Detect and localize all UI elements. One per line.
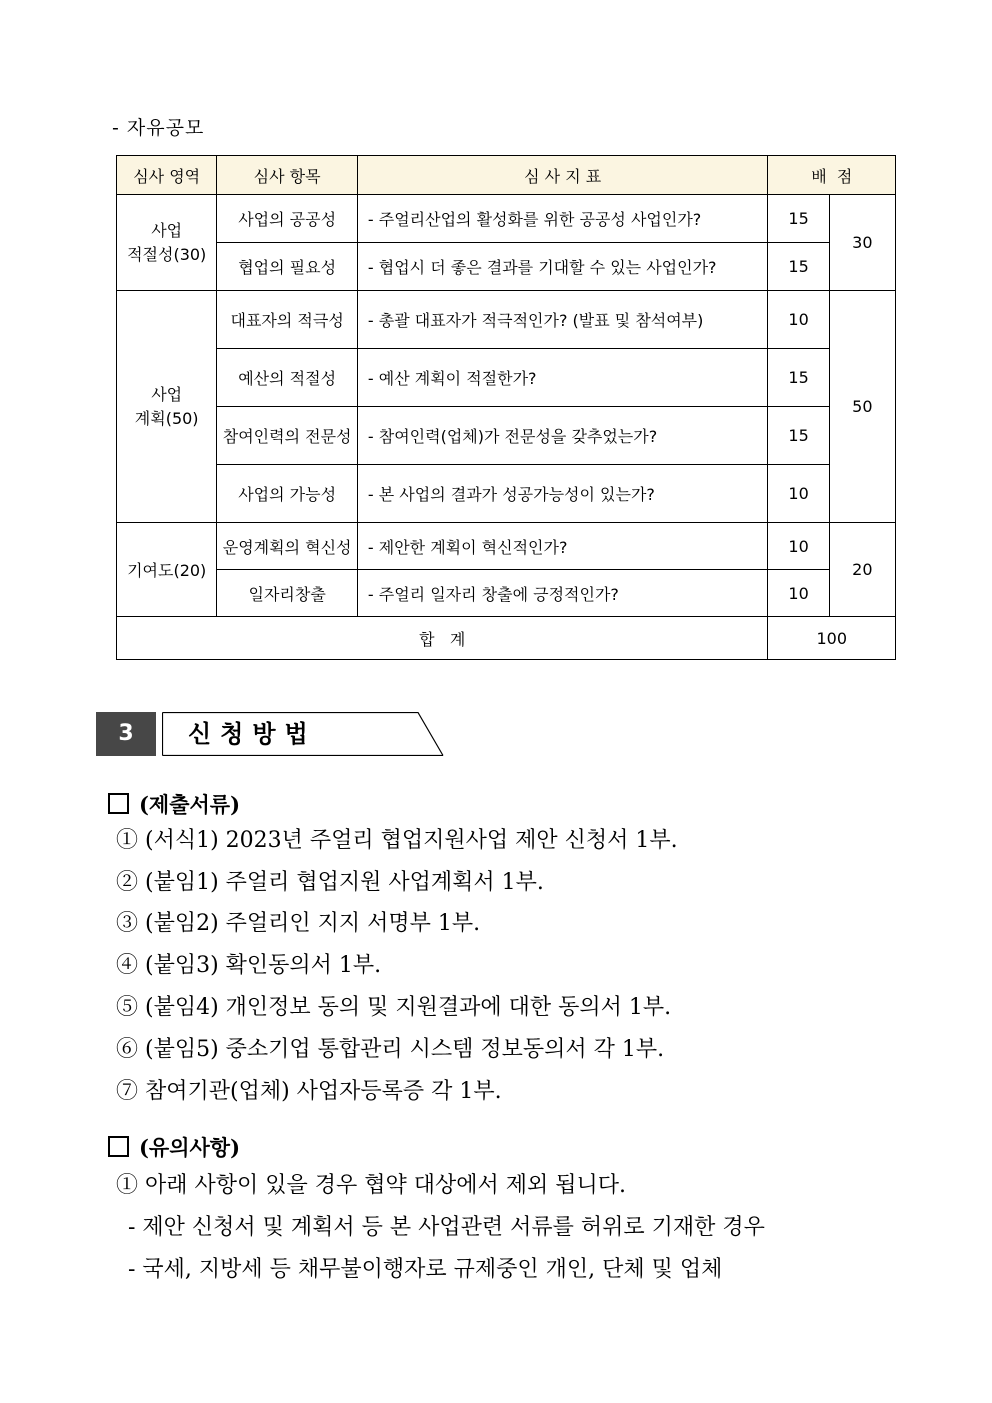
item-cell: 협업의 필요성 xyxy=(217,243,358,291)
item-cell: 일자리창출 xyxy=(217,570,358,617)
section-title: 신청방법 xyxy=(188,720,317,748)
total-cell: 50 xyxy=(829,291,895,523)
document-item: ② (붙임1) 주얼리 협업지원 사업계획서 1부. xyxy=(116,870,544,895)
sum-row xyxy=(117,617,896,660)
table-row xyxy=(117,243,896,291)
checkbox-square-icon xyxy=(108,1136,129,1157)
document-item: ⑥ (붙임5) 중소기업 통합관리 시스템 정보동의서 각 1부. xyxy=(116,1037,665,1062)
table-header-row xyxy=(117,156,896,195)
area-cell: 기여도(20) xyxy=(117,523,217,617)
notes-heading xyxy=(108,1132,240,1162)
table-row xyxy=(117,465,896,523)
item-cell: 사업의 가능성 xyxy=(217,465,358,523)
indicator-cell: - 협업시 더 좋은 결과를 기대할 수 있는 사업인가? xyxy=(357,243,768,291)
table-row xyxy=(117,349,896,407)
area-cell: 사업 계획(50) xyxy=(117,291,217,523)
header-indicator: 심 사 지 표 xyxy=(357,156,768,195)
documents-heading-label: (제출서류) xyxy=(139,792,241,817)
total-cell: 30 xyxy=(829,195,895,291)
score-cell: 10 xyxy=(768,291,829,349)
score-cell: 10 xyxy=(768,465,829,523)
indicator-cell: - 주얼리산업의 활성화를 위한 공공성 사업인가? xyxy=(357,195,768,243)
header-area: 심사 영역 xyxy=(117,156,217,195)
item-cell: 예산의 적절성 xyxy=(217,349,358,407)
sum-value: 100 xyxy=(768,617,896,660)
header-score: 배 점 xyxy=(768,156,896,195)
subheading: - 자유공모 xyxy=(112,117,205,139)
sum-label: 합 계 xyxy=(117,617,768,660)
total-cell: 20 xyxy=(829,523,895,617)
document-item: ⑤ (붙임4) 개인정보 동의 및 지원결과에 대한 동의서 1부. xyxy=(116,995,672,1020)
document-item: ① (서식1) 2023년 주얼리 협업지원사업 제안 신청서 1부. xyxy=(116,828,678,853)
indicator-cell: - 예산 계획이 적절한가? xyxy=(357,349,768,407)
indicator-cell: - 제안한 계획이 혁신적인가? xyxy=(357,523,768,570)
evaluation-table xyxy=(116,155,896,660)
indicator-cell: - 참여인력(업체)가 전문성을 갖추었는가? xyxy=(357,407,768,465)
score-cell: 15 xyxy=(768,195,829,243)
score-cell: 10 xyxy=(768,523,829,570)
item-cell: 대표자의 적극성 xyxy=(217,291,358,349)
notes-heading-label: (유의사항) xyxy=(139,1135,241,1160)
document-item: ④ (붙임3) 확인동의서 1부. xyxy=(116,953,382,978)
score-cell: 15 xyxy=(768,349,829,407)
item-cell: 참여인력의 전문성 xyxy=(217,407,358,465)
documents-heading xyxy=(108,789,240,819)
table-row xyxy=(117,523,896,570)
document-item: ③ (붙임2) 주얼리인 지지 서명부 1부. xyxy=(116,911,481,936)
indicator-cell: - 본 사업의 결과가 성공가능성이 있는가? xyxy=(357,465,768,523)
note-subitem: - 제안 신청서 및 계획서 등 본 사업관련 서류를 허위로 기재한 경우 xyxy=(128,1215,765,1240)
indicator-cell: - 총괄 대표자가 적극적인가? (발표 및 참석여부) xyxy=(357,291,768,349)
table-row xyxy=(117,407,896,465)
item-cell: 운영계획의 혁신성 xyxy=(217,523,358,570)
score-cell: 15 xyxy=(768,407,829,465)
score-cell: 10 xyxy=(768,570,829,617)
checkbox-square-icon xyxy=(108,793,129,814)
table-row xyxy=(117,570,896,617)
table-row xyxy=(117,291,896,349)
score-cell: 15 xyxy=(768,243,829,291)
note-item: ① 아래 사항이 있을 경우 협약 대상에서 제외 됩니다. xyxy=(116,1173,626,1198)
item-cell: 사업의 공공성 xyxy=(217,195,358,243)
document-item: ⑦ 참여기관(업체) 사업자등록증 각 1부. xyxy=(116,1079,502,1104)
area-cell: 사업 적절성(30) xyxy=(117,195,217,291)
section-number: 3 xyxy=(96,712,156,756)
section-title-box xyxy=(162,712,444,756)
note-subitem: - 국세, 지방세 등 채무불이행자로 규제중인 개인, 단체 및 업체 xyxy=(128,1257,723,1282)
table-row xyxy=(117,195,896,243)
header-item: 심사 항목 xyxy=(217,156,358,195)
indicator-cell: - 주얼리 일자리 창출에 긍정적인가? xyxy=(357,570,768,617)
